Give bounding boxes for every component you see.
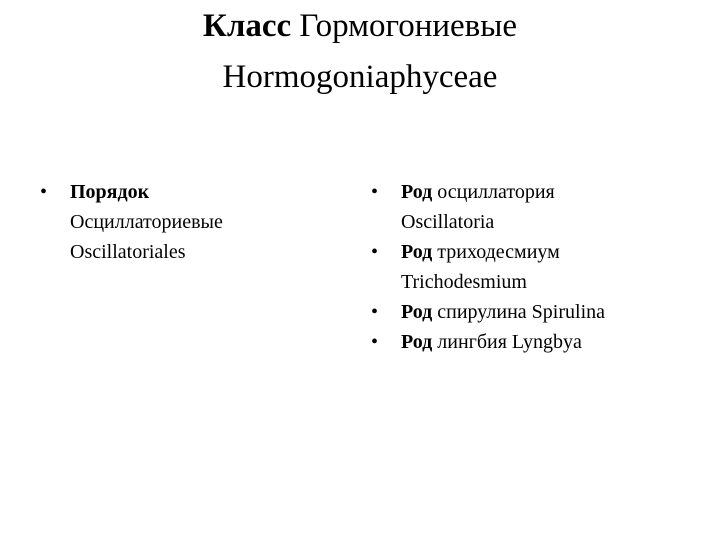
title-bold-word: Класс [202,8,292,44]
bullet-icon: • [371,181,379,203]
genus-name-latin: Trichodesmium [401,271,527,293]
title-rest: Гормогониевые [291,8,518,44]
genus-name: лингбия Lyngbya [432,331,582,353]
genus-label: Род [401,181,433,203]
list-item [369,237,709,297]
genus-name-ru: триходесмиум [432,241,560,263]
bullet-icon: • [371,241,379,263]
list-item [369,177,709,237]
genus-label: Род [401,331,433,353]
genus-name-latin: Oscillatoria [401,211,495,233]
order-name-latin: Oscillatoriales [70,241,186,263]
slide-title [0,0,720,103]
list-item [369,297,709,327]
genus-name-ru: осциллатория [432,181,555,203]
bullet-icon: • [371,301,379,323]
order-label: Порядок [70,181,150,203]
bullet-icon: • [40,181,48,203]
left-bullet-list [38,177,338,267]
list-item [38,177,338,267]
genus-label: Род [401,301,433,323]
title-line-2: Hormogoniaphyceae [222,59,498,95]
right-bullet-list [369,177,709,357]
bullet-icon: • [371,331,379,353]
order-name-ru: Осциллаториевые [70,211,223,233]
genus-name: спирулина Spirulina [432,301,605,323]
list-item [369,327,709,357]
left-column [38,177,338,267]
title-line-1 [0,1,720,52]
genus-label: Род [401,241,433,263]
right-column [369,177,709,357]
